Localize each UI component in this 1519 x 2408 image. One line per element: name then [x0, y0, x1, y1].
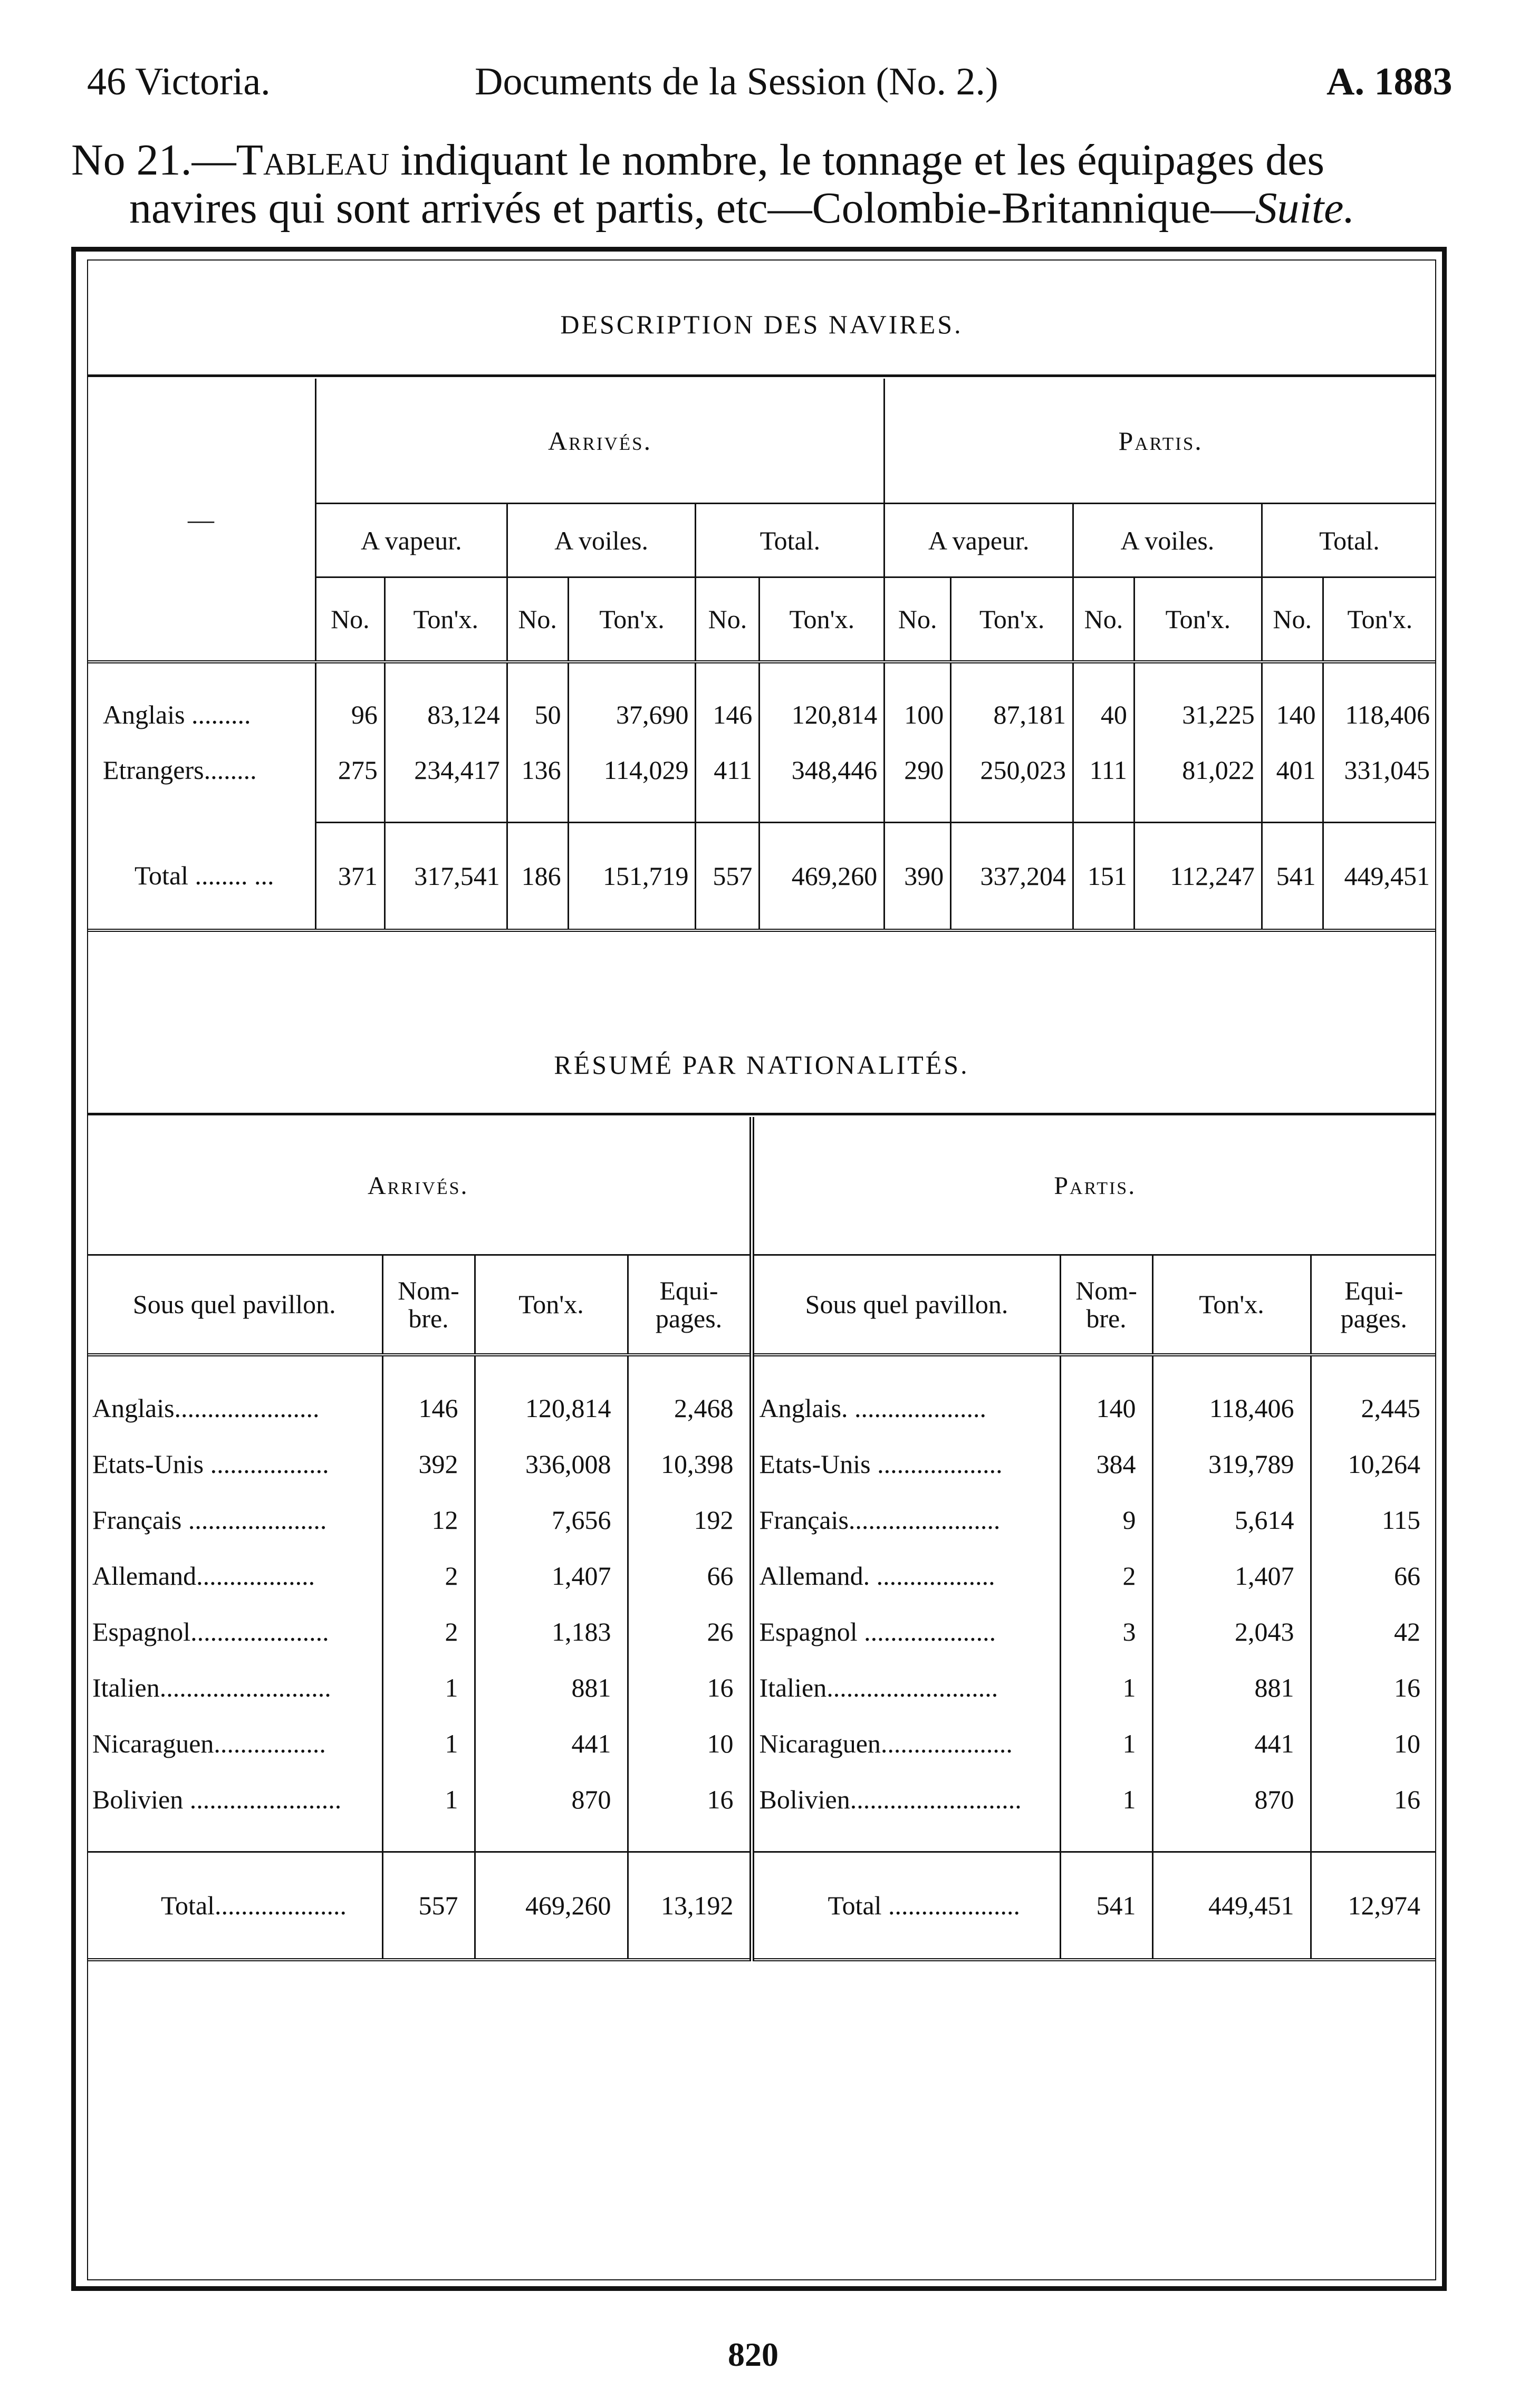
tonx-cell: 870 [475, 1771, 628, 1827]
equipages-cell: 2,445 [1311, 1380, 1436, 1436]
equipages-cell: 10,398 [628, 1436, 752, 1492]
page-number: 820 [728, 2336, 778, 2373]
table-row [87, 743, 1436, 798]
equipages-cell: 16 [628, 1660, 752, 1716]
table-row [87, 1436, 1436, 1492]
equipages-cell: 16 [628, 1771, 752, 1827]
unit-header: Ton'x. [384, 577, 507, 662]
section-caption-resume: RÉSUMÉ PAR NATIONALITÉS. [554, 1050, 969, 1080]
col-header-nombre [382, 1255, 475, 1355]
nombre-line-1: Nom- [1075, 1276, 1137, 1305]
tonx-cell: 5,614 [1152, 1492, 1311, 1548]
tonx-cell: 1,183 [475, 1604, 628, 1660]
cell: 136 [507, 743, 568, 798]
nombre-cell: 146 [382, 1380, 475, 1436]
nombre-cell: 1 [382, 1771, 475, 1827]
row-label: Bolivien ....................... [92, 1785, 342, 1814]
total-cell: 151 [1073, 822, 1135, 930]
nombre-cell: 140 [1060, 1380, 1152, 1436]
unit-header: Ton'x. [568, 577, 696, 662]
tonx-cell: 881 [1152, 1660, 1311, 1716]
section-caption-description: DESCRIPTION DES NAVIRES. [560, 310, 963, 339]
total-cell: 317,541 [384, 822, 507, 930]
col-header-equipages [628, 1255, 752, 1355]
row-label: Italien.......................... [752, 1660, 1060, 1716]
total-label: Total.................... [87, 1852, 382, 1960]
cell: 401 [1262, 743, 1323, 798]
nombre-cell: 2 [382, 1548, 475, 1604]
equipages-cell: 10 [628, 1716, 752, 1771]
total-nombre: 557 [382, 1852, 475, 1960]
row-label: Espagnol..................... [92, 1617, 329, 1646]
row-label: Français....................... [752, 1492, 1060, 1548]
cell: 40 [1073, 687, 1135, 743]
group-partis: Partis. [752, 1117, 1436, 1255]
row-label: Etats-Unis .................. [92, 1449, 329, 1479]
unit-header: Ton'x. [951, 577, 1073, 662]
cell: 250,023 [951, 743, 1073, 798]
total-cell: 541 [1262, 822, 1323, 930]
group-arrives: Arrivés. [315, 379, 884, 504]
tonx-cell: 7,656 [475, 1492, 628, 1548]
nombre-line-1: Nom- [398, 1276, 459, 1305]
col-header-pavillon: Sous quel pavillon. [87, 1255, 382, 1355]
description-table [87, 379, 1436, 932]
total-tonx: 469,260 [475, 1852, 628, 1960]
tonx-cell: 441 [475, 1716, 628, 1771]
equipages-line-1: Equi- [1344, 1276, 1403, 1305]
equipages-line-1: Equi- [659, 1276, 718, 1305]
equipages-line-2: pages. [1340, 1303, 1407, 1333]
unit-header: No. [1262, 577, 1323, 662]
cell: 140 [1262, 687, 1323, 743]
total-label: Total ........ ... [87, 822, 315, 930]
header-document-title: Documents de la Session (No. 2.) [475, 60, 998, 103]
nombre-cell: 2 [1060, 1548, 1152, 1604]
equipages-cell: 42 [1311, 1604, 1436, 1660]
cell: 411 [696, 743, 759, 798]
col-header-pavillon: Sous quel pavillon. [752, 1255, 1060, 1355]
tonx-cell: 118,406 [1152, 1380, 1311, 1436]
nombre-cell: 1 [382, 1716, 475, 1771]
table-row [87, 1492, 1436, 1548]
row-label: Etrangers........ [103, 755, 257, 785]
tonx-cell: 319,789 [1152, 1436, 1311, 1492]
tonx-cell: 881 [475, 1660, 628, 1716]
cell: 114,029 [568, 743, 696, 798]
total-cell: 390 [885, 822, 951, 930]
tonx-cell: 441 [1152, 1716, 1311, 1771]
cell: 120,814 [759, 687, 885, 743]
cell: 81,022 [1134, 743, 1262, 798]
row-label: Nicaraguen.................... [752, 1716, 1060, 1771]
cell: 50 [507, 687, 568, 743]
col-header-tonx: Ton'x. [475, 1255, 628, 1355]
cell: 118,406 [1323, 687, 1436, 743]
sub-header: A voiles. [1073, 504, 1262, 577]
col-header-nombre [1060, 1255, 1152, 1355]
table-title-text: indiquant le nombre, le tonnage et les équipages des [389, 136, 1325, 185]
total-equipages: 12,974 [1311, 1852, 1436, 1960]
nombre-cell: 9 [1060, 1492, 1152, 1548]
unit-header: No. [315, 577, 384, 662]
row-label: Anglais ......... [103, 700, 251, 729]
tonx-cell: 1,407 [475, 1548, 628, 1604]
sub-header: A voiles. [507, 504, 696, 577]
stub-header: — [87, 379, 315, 662]
total-row [87, 1852, 1436, 1960]
table-title-line-1 [71, 136, 1325, 185]
cell: 290 [885, 743, 951, 798]
cell: 275 [315, 743, 384, 798]
equipages-cell: 16 [1311, 1771, 1436, 1827]
nombre-cell: 1 [1060, 1660, 1152, 1716]
cell: 31,225 [1134, 687, 1262, 743]
table-row [87, 1604, 1436, 1660]
equipages-cell: 66 [1311, 1548, 1436, 1604]
sub-header: A vapeur. [315, 504, 507, 577]
table-row [87, 1548, 1436, 1604]
cell: 100 [885, 687, 951, 743]
equipages-cell: 66 [628, 1548, 752, 1604]
caption-rule-1 [87, 374, 1436, 377]
unit-header: No. [885, 577, 951, 662]
total-cell: 186 [507, 822, 568, 930]
total-cell: 469,260 [759, 822, 885, 930]
tonx-cell: 120,814 [475, 1380, 628, 1436]
equipages-cell: 10 [1311, 1716, 1436, 1771]
row-label: Bolivien.......................... [752, 1771, 1060, 1827]
table-row [87, 1716, 1436, 1771]
tonx-cell: 870 [1152, 1771, 1311, 1827]
table-row [87, 1380, 1436, 1436]
equipages-line-2: pages. [655, 1303, 723, 1333]
unit-header: Ton'x. [1134, 577, 1262, 662]
row-label: Français ..................... [92, 1505, 327, 1535]
group-arrives: Arrivés. [87, 1117, 752, 1255]
table-suite: Suite. [1255, 184, 1355, 233]
row-label: Nicaraguen................. [92, 1729, 326, 1758]
table-row [87, 687, 1436, 743]
table-title-line-2 [129, 184, 1355, 233]
cell: 348,446 [759, 743, 885, 798]
cell: 96 [315, 687, 384, 743]
unit-header: Ton'x. [759, 577, 885, 662]
equipages-cell: 192 [628, 1492, 752, 1548]
row-label: Etats-Unis ................... [752, 1436, 1060, 1492]
total-nombre: 541 [1060, 1852, 1152, 1960]
total-cell: 449,451 [1323, 822, 1436, 930]
total-tonx: 449,451 [1152, 1852, 1311, 1960]
unit-header: No. [507, 577, 568, 662]
row-label: Italien.......................... [92, 1673, 331, 1702]
cell: 331,045 [1323, 743, 1436, 798]
nombre-line-2: bre. [408, 1303, 449, 1333]
equipages-cell: 115 [1311, 1492, 1436, 1548]
nationality-table [87, 1117, 1436, 1961]
row-label: Espagnol .................... [752, 1604, 1060, 1660]
unit-header: No. [1073, 577, 1135, 662]
sub-header: Total. [696, 504, 885, 577]
cell: 87,181 [951, 687, 1073, 743]
equipages-cell: 26 [628, 1604, 752, 1660]
sub-header: Total. [1262, 504, 1436, 577]
sub-header: A vapeur. [885, 504, 1073, 577]
nombre-cell: 1 [382, 1660, 475, 1716]
unit-header: Ton'x. [1323, 577, 1436, 662]
equipages-cell: 2,468 [628, 1380, 752, 1436]
total-cell: 337,204 [951, 822, 1073, 930]
nombre-cell: 384 [1060, 1436, 1152, 1492]
col-header-tonx: Ton'x. [1152, 1255, 1311, 1355]
row-label: Allemand. .................. [752, 1548, 1060, 1604]
group-partis: Partis. [885, 379, 1436, 504]
tonx-cell: 1,407 [1152, 1548, 1311, 1604]
table-subtitle-text: navires qui sont arrivés et partis, etc—Colombie-Britannique— [129, 184, 1255, 233]
row-label: Anglais. .................... [752, 1380, 1060, 1436]
total-cell: 371 [315, 822, 384, 930]
cell: 146 [696, 687, 759, 743]
total-row [87, 822, 1436, 930]
cell: 37,690 [568, 687, 696, 743]
row-label: Anglais...................... [92, 1393, 320, 1423]
nombre-cell: 3 [1060, 1604, 1152, 1660]
header-year: A. 1883 [1326, 60, 1453, 103]
cell: 234,417 [384, 743, 507, 798]
table-row [87, 1660, 1436, 1716]
equipages-cell: 10,264 [1311, 1436, 1436, 1492]
row-label: Allemand.................. [92, 1561, 315, 1591]
total-cell: 151,719 [568, 822, 696, 930]
total-cell: 557 [696, 822, 759, 930]
cell: 111 [1073, 743, 1135, 798]
nombre-line-2: bre. [1086, 1303, 1127, 1333]
nombre-cell: 1 [1060, 1771, 1152, 1827]
header-session-year: 46 Victoria. [87, 60, 271, 103]
nombre-cell: 392 [382, 1436, 475, 1492]
nombre-cell: 1 [1060, 1716, 1152, 1771]
equipages-cell: 16 [1311, 1660, 1436, 1716]
table-row [87, 1771, 1436, 1827]
caption-rule-2 [87, 1113, 1436, 1115]
total-cell: 112,247 [1134, 822, 1262, 930]
tonx-cell: 336,008 [475, 1436, 628, 1492]
total-equipages: 13,192 [628, 1852, 752, 1960]
nombre-cell: 2 [382, 1604, 475, 1660]
col-header-equipages [1311, 1255, 1436, 1355]
cell: 83,124 [384, 687, 507, 743]
nombre-cell: 12 [382, 1492, 475, 1548]
unit-header: No. [696, 577, 759, 662]
tonx-cell: 2,043 [1152, 1604, 1311, 1660]
table-number: No 21.— [71, 136, 236, 185]
table-word: Tableau [236, 136, 390, 185]
total-label: Total .................... [752, 1852, 1060, 1960]
